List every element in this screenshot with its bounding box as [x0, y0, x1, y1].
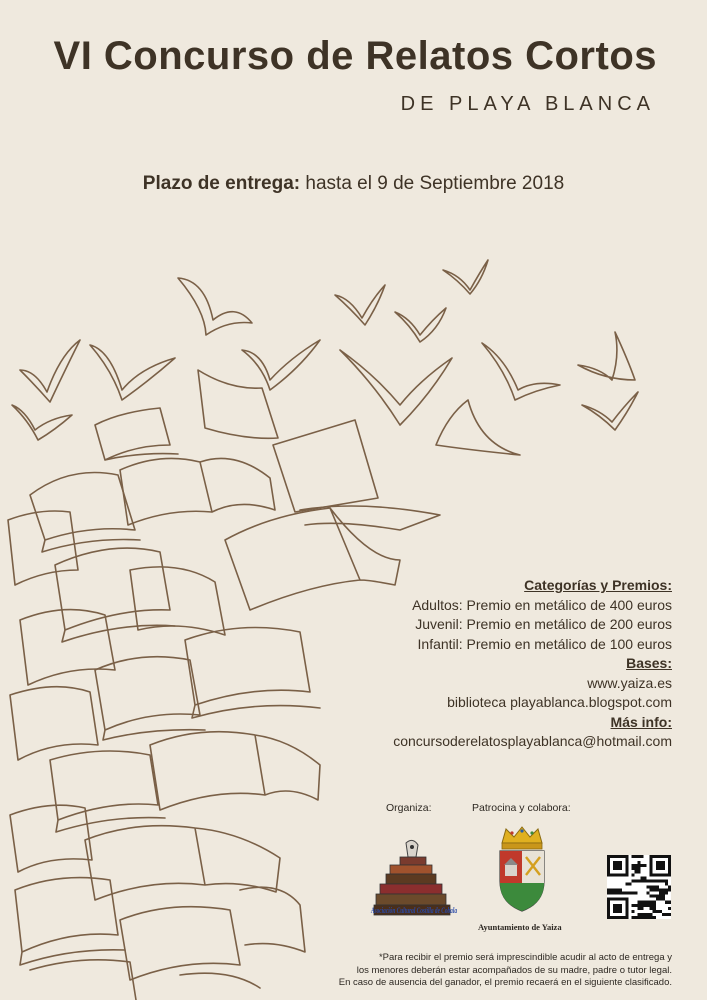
organiza-label: Organiza:	[386, 802, 432, 814]
coat-of-arms	[492, 825, 552, 917]
bases-heading: Bases:	[626, 655, 672, 671]
sponsor-caption: Ayuntamiento de Yaiza	[478, 922, 562, 932]
footnote-line: los menores deberán estar acompañados de su madre, padre o tutor legal.	[356, 964, 672, 976]
footnote-line: En caso de ausencia del ganador, el premio recaerá en el siguiente clasificado.	[338, 977, 672, 988]
book-cascade	[8, 408, 400, 1000]
category-infantil: Infantil: Premio en metálico de 100 euros	[417, 635, 672, 652]
poster-subtitle: DE PLAYA BLANCA	[400, 93, 655, 115]
qr-code	[607, 855, 671, 919]
categories-heading: Categorías y Premios:	[524, 577, 672, 593]
category-adultos: Adultos: Premio en metálico de 400 euros	[412, 596, 672, 613]
contact-email[interactable]: concursoderelatosplayablanca@hotmail.com	[393, 733, 672, 749]
deadline	[0, 173, 707, 195]
info-panel	[393, 576, 672, 752]
bases-link-blog[interactable]: biblioteca playablanca.blogspot.com	[447, 694, 672, 710]
category-juvenil: Juvenil: Premio en metálico de 200 euros	[415, 616, 672, 632]
more-info-heading: Más info:	[610, 713, 672, 730]
bases-link-yaiza[interactable]: www.yaiza.es	[587, 674, 672, 691]
organizer-logo-text: Asociación Cultural Costilla de Cobala	[370, 905, 458, 915]
flying-pages	[12, 260, 638, 455]
coat-of-arms-icon	[500, 827, 544, 911]
footnote	[272, 952, 672, 990]
book-stack-logo	[366, 835, 462, 933]
deadline-label: Plazo de entrega:	[142, 173, 301, 194]
patrocina-label: Patrocina y colabora:	[472, 802, 571, 814]
poster-title: VI Concurso de Relatos Cortos	[53, 34, 657, 78]
deadline-value: hasta el 9 de Septiembre 2018	[305, 173, 565, 194]
book-stack-icon	[374, 840, 450, 915]
footnote-line: *Para recibir el premio será imprescindible acudir al acto de entrega y	[378, 952, 672, 963]
